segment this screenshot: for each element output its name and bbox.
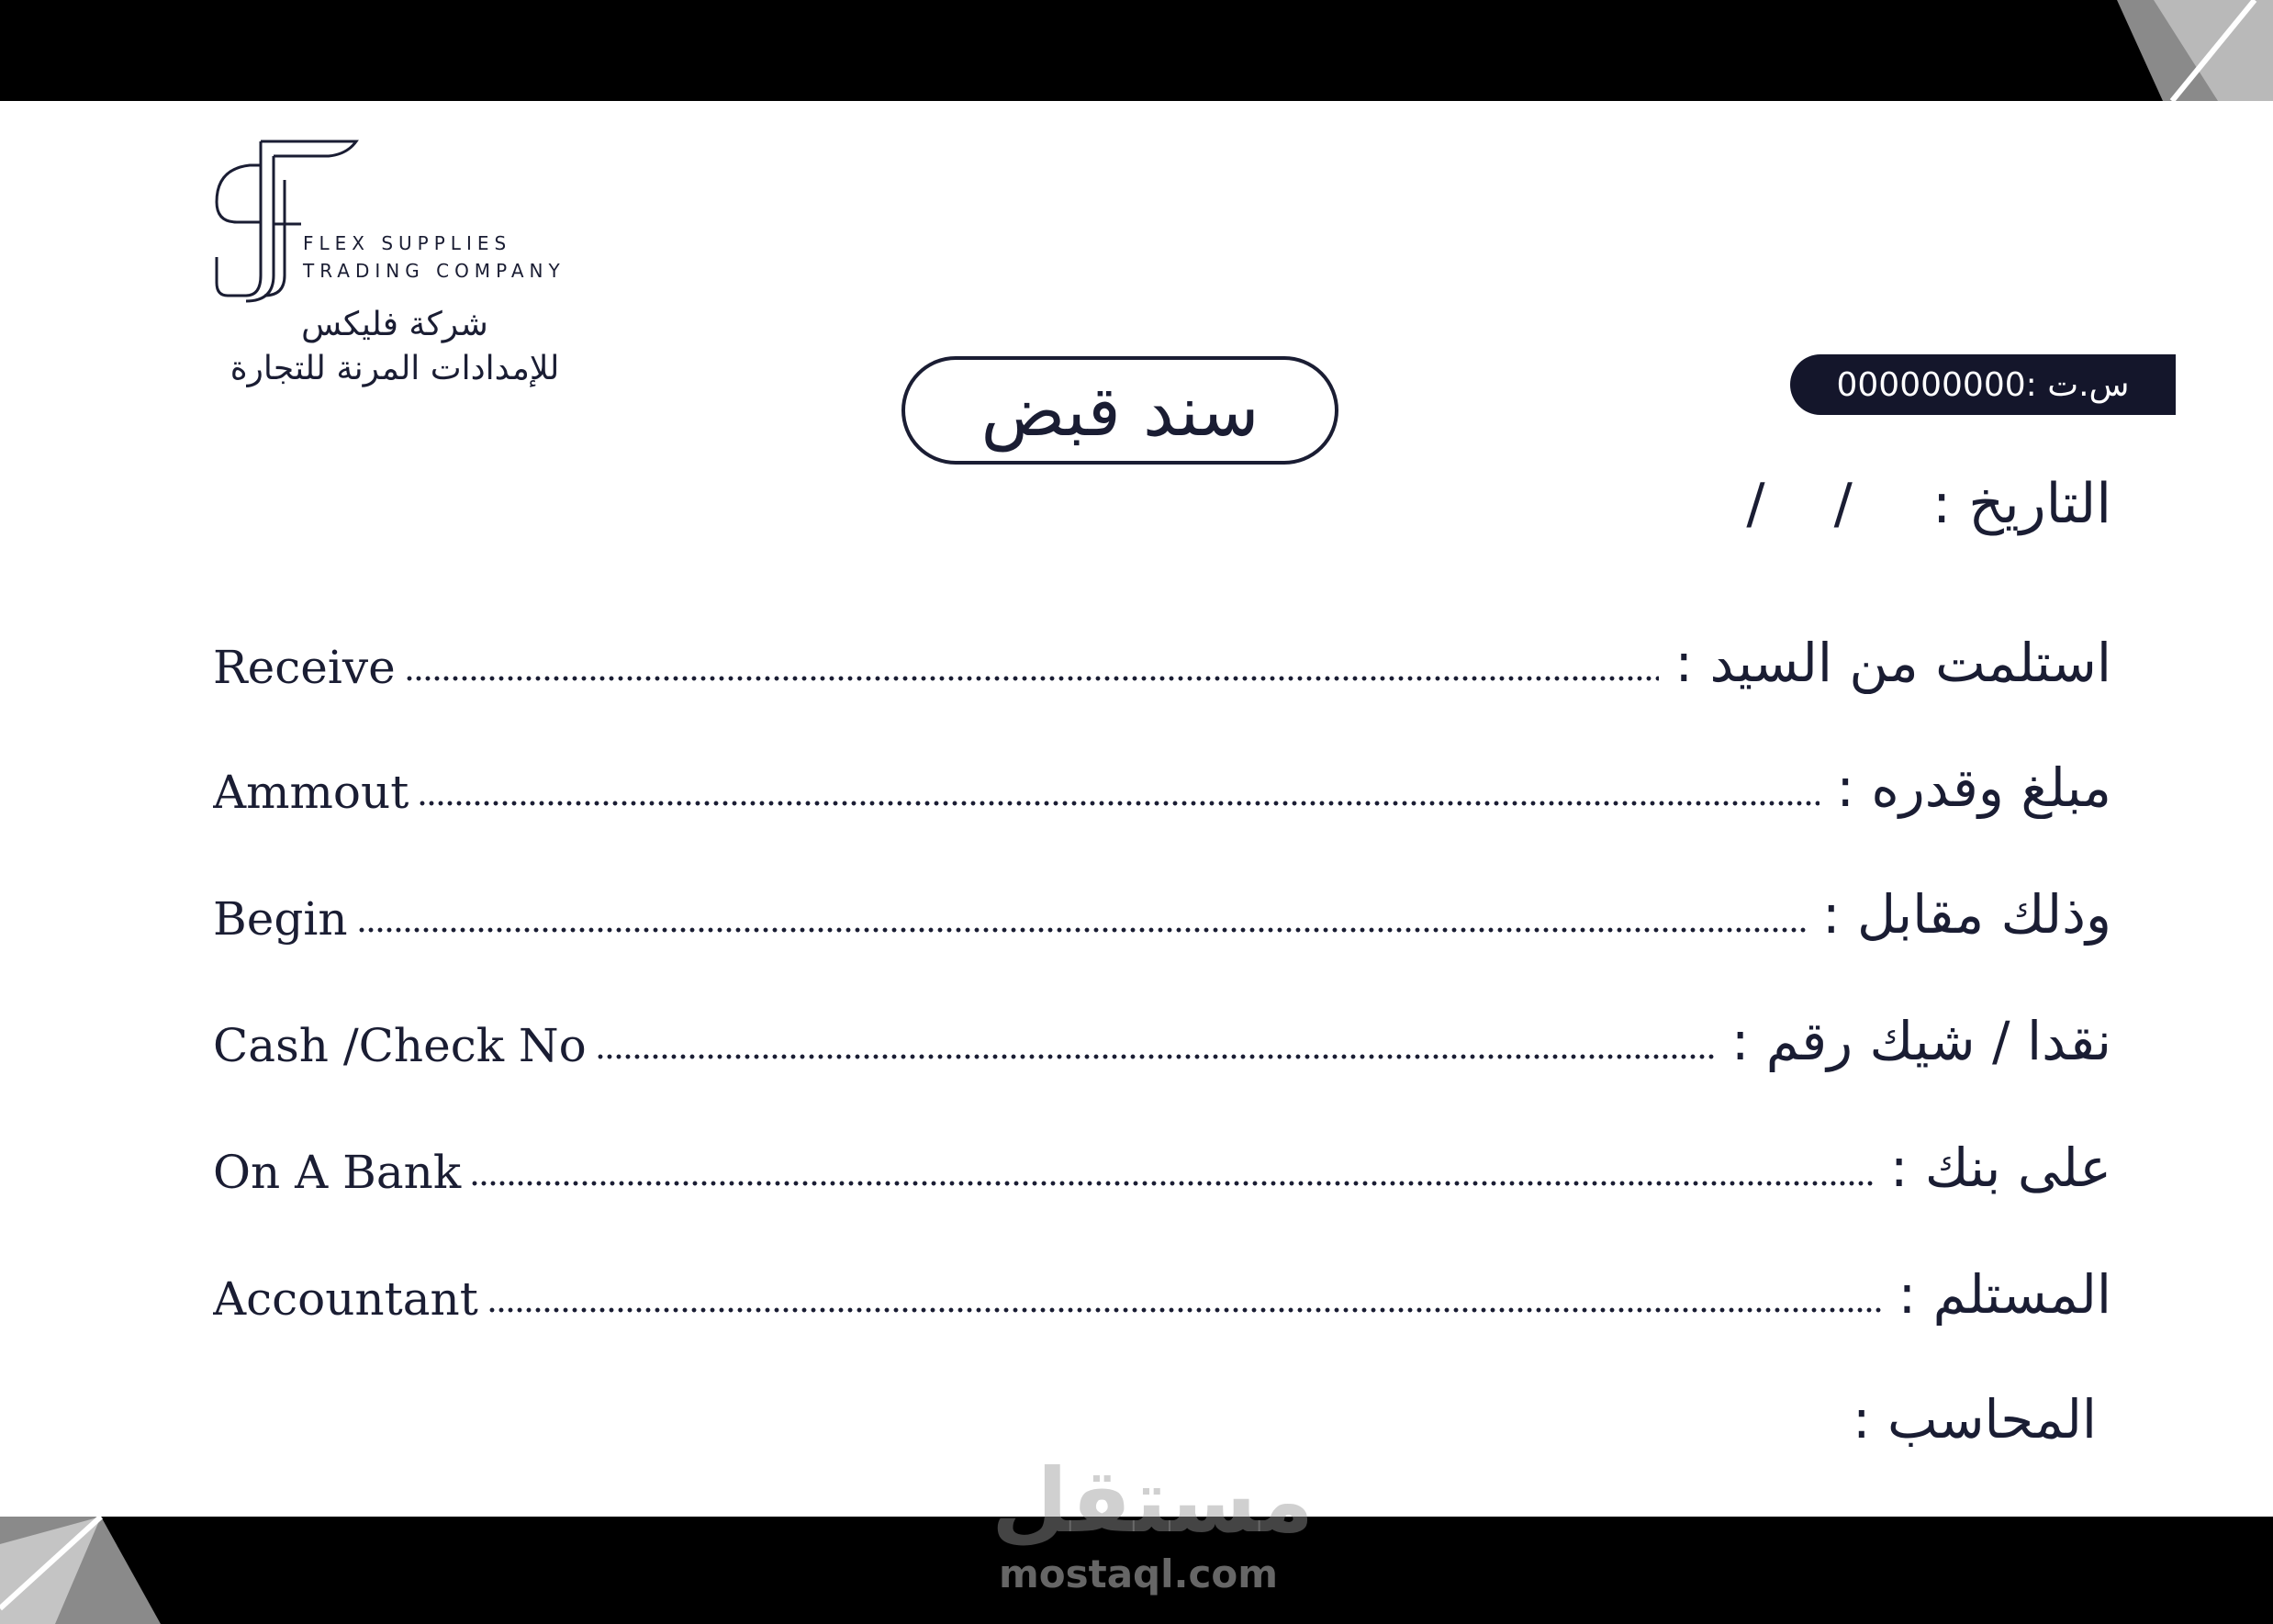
commercial-register-badge: س.ت :000000000 xyxy=(1790,354,2176,415)
company-name-ar-line1: شركة فليكس xyxy=(301,306,488,343)
bottom-corner-decoration xyxy=(0,1517,161,1624)
accountant-signature-label: المحاسب : xyxy=(1853,1388,2097,1450)
field-label-en: Ammout xyxy=(213,766,409,819)
field-receive xyxy=(213,621,2111,694)
field-cash-check xyxy=(213,999,2111,1072)
company-name-en-line2: TRADING COMPANY xyxy=(303,260,565,282)
top-band xyxy=(0,0,2273,101)
field-dotted-line xyxy=(405,672,1659,685)
document-title: سند قبض xyxy=(901,356,1338,465)
field-label-en: Cash /Check No xyxy=(213,1019,587,1072)
date-separator-2: / xyxy=(1746,472,1765,536)
field-label-en: On A Bank xyxy=(213,1146,462,1199)
field-label-en: Accountant xyxy=(213,1272,478,1326)
field-accountant xyxy=(213,1252,2111,1326)
field-label-ar: على بنك : xyxy=(1889,1137,2111,1199)
field-dotted-line xyxy=(596,1050,1715,1063)
watermark-ar: مستقل xyxy=(991,1450,1315,1552)
field-label-ar: وذلك مقابل : xyxy=(1822,883,2111,946)
date-slashes xyxy=(1720,472,1878,536)
company-name-en-line1: FLEX SUPPLIES xyxy=(303,232,512,254)
watermark-en: mostaql.com xyxy=(999,1551,1278,1596)
field-label-ar: نقدا / شيك رقم : xyxy=(1730,1010,2111,1072)
field-amount xyxy=(213,745,2111,819)
field-dotted-line xyxy=(487,1304,1882,1316)
date-separator-1: / xyxy=(1833,472,1853,536)
field-label-ar: استلمت من السيد : xyxy=(1674,632,2111,694)
field-label-ar: المستلم : xyxy=(1898,1263,2111,1326)
date-row xyxy=(1720,472,2111,536)
date-label: التاريخ : xyxy=(1931,472,2111,536)
company-name-ar xyxy=(220,303,569,391)
field-dotted-line xyxy=(418,797,1820,810)
field-label-en: Receive xyxy=(213,641,396,694)
company-name-ar-line2: للإمدادات المرنة للتجارة xyxy=(230,350,560,387)
field-dotted-line xyxy=(357,924,1807,936)
field-label-ar: مبلغ وقدره : xyxy=(1836,756,2111,819)
field-bank xyxy=(213,1126,2111,1199)
field-dotted-line xyxy=(470,1177,1874,1190)
watermark xyxy=(991,1450,1315,1597)
company-name-en xyxy=(303,230,565,285)
field-begin xyxy=(213,872,2111,946)
field-label-en: Begin xyxy=(213,892,348,946)
top-corner-decoration xyxy=(2117,0,2273,101)
